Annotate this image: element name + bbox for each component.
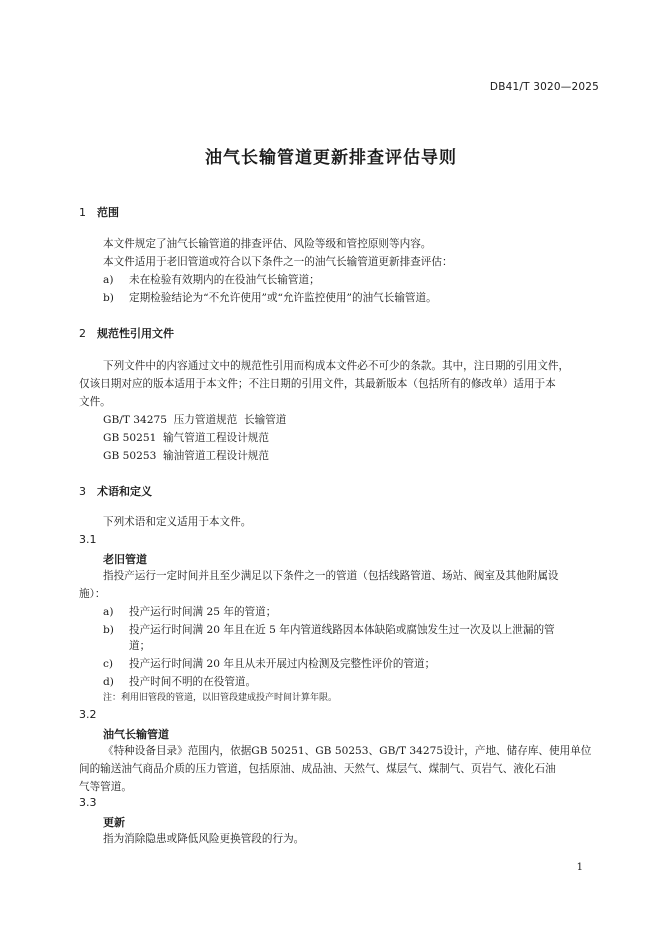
doc-number: DB41/T 3020—2025 bbox=[489, 81, 599, 93]
section-title: 规范性引用文件 bbox=[97, 327, 174, 340]
list-marker: b) bbox=[103, 292, 114, 304]
list-marker: d) bbox=[103, 676, 114, 688]
paragraph-line: 下列文件中的内容通过文中的规范性引用而构成本文件必不可少的条款。其中，注日期的引用文件， bbox=[103, 360, 570, 372]
list-marker: c) bbox=[103, 658, 114, 670]
section-3-heading bbox=[79, 483, 152, 499]
definition-line: 气等管道。 bbox=[79, 781, 132, 793]
section-number: 1 bbox=[79, 206, 86, 219]
paragraph: 本文件规定了油气长输管道的排查评估、风险等级和管控原则等内容。 bbox=[103, 238, 432, 250]
list-text: 投产运行时间满 25 年的管道； bbox=[129, 606, 277, 618]
list-text: 投产时间不明的在役管道。 bbox=[129, 676, 257, 688]
section-2-heading bbox=[79, 325, 174, 341]
doc-title: 油气长输管道更新排查评估导则 bbox=[205, 148, 457, 168]
definition-line: 施）： bbox=[79, 588, 106, 600]
list-item bbox=[103, 621, 555, 639]
term-name: 老旧管道 bbox=[103, 553, 147, 566]
list-item bbox=[103, 673, 256, 691]
reference-item: GB 50253 输油管道工程设计规范 bbox=[103, 450, 269, 462]
reference-item: GB/T 34275 压力管道规范 长输管道 bbox=[103, 414, 287, 426]
term-number: 3.1 bbox=[79, 533, 97, 546]
definition-line: 指为消除隐患或降低风险更换管段的行为。 bbox=[103, 833, 305, 845]
term-number: 3.3 bbox=[79, 796, 97, 809]
list-marker: a) bbox=[103, 274, 114, 286]
term-name: 油气长输管道 bbox=[103, 728, 169, 741]
list-item bbox=[103, 603, 276, 621]
note: 注：利用旧管段的管道，以旧管段建成投产时间计算年限。 bbox=[103, 693, 338, 703]
list-text: 定期检验结论为“不允许使用”或“允许监控使用”的油气长输管道。 bbox=[129, 292, 437, 304]
list-text: 投产运行时间满 20 年且从未开展过内检测及完整性评价的管道； bbox=[129, 658, 436, 670]
paragraph: 下列术语和定义适用于本文件。 bbox=[103, 516, 252, 528]
section-title: 术语和定义 bbox=[97, 485, 152, 498]
paragraph-line: 仅该日期对应的版本适用于本文件；不注日期的引用文件，其最新版本（包括所有的修改单）适用于本 bbox=[79, 378, 556, 390]
paragraph: 本文件适用于老旧管道或符合以下条件之一的油气长输管道更新排查评估： bbox=[103, 256, 453, 268]
definition-line: 《特种设备目录》范围内，依据GB 50251、GB 50253、GB/T 34275设计，产地、储存库、使用单位 bbox=[103, 745, 592, 757]
term-name: 更新 bbox=[103, 816, 125, 829]
list-item bbox=[103, 289, 437, 307]
section-1-heading bbox=[79, 204, 119, 220]
paragraph-line: 文件。 bbox=[79, 396, 111, 408]
list-marker: b) bbox=[103, 624, 114, 636]
section-number: 3 bbox=[79, 485, 86, 498]
section-number: 2 bbox=[79, 327, 86, 340]
section-title: 范围 bbox=[97, 206, 119, 219]
reference-item: GB 50251 输气管道工程设计规范 bbox=[103, 432, 269, 444]
definition-line: 指投产运行一定时间并且至少满足以下条件之一的管道（包括线路管道、场站、阀室及其他附属设 bbox=[103, 570, 559, 582]
list-text: 投产运行时间满 20 年且在近 5 年内管道线路因本体缺陷或腐蚀发生过一次及以上泄漏的管 bbox=[129, 624, 555, 636]
list-text: 未在检验有效期内的在役油气长输管道； bbox=[129, 274, 320, 286]
list-item bbox=[103, 271, 320, 289]
definition-line: 间的输送油气商品介质的压力管道，包括原油、成品油、天然气、煤层气、煤制气、页岩气、液化石油 bbox=[79, 763, 556, 775]
term-number: 3.2 bbox=[79, 708, 97, 721]
page-number: 1 bbox=[576, 862, 583, 873]
list-item bbox=[103, 655, 435, 673]
list-marker: a) bbox=[103, 606, 114, 618]
list-item-continuation: 道； bbox=[129, 640, 151, 652]
